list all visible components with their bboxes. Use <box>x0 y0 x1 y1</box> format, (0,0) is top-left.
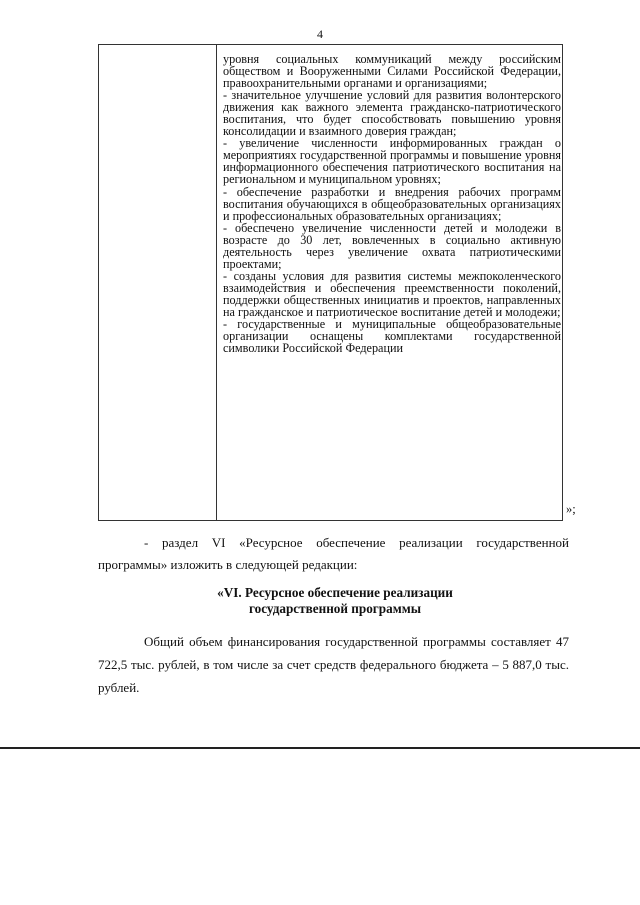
funding-paragraph: Общий объем финансирования государственной программы составляет 47 722,5 тыс. рублей, в том числе за счет средств федерального бюджета – 5 887,0 тыс. рублей. <box>98 634 569 695</box>
table-item-7: - государственные и муниципальные общеобразовательные организации оснащены комплектами государственной символики Российской Федерации <box>223 317 561 356</box>
section-heading-line-1: «VI. Ресурсное обеспечение реализации <box>217 585 453 600</box>
table-right-cell <box>223 53 561 354</box>
section-heading <box>150 585 520 617</box>
table-item-2: - значительное улучшение условий для развития волонтерского движения как важного элемента гражданско-патриотического воспитания, что будет способствовать повышению уровня консолидации и взаимного доверия граждан; <box>223 88 561 139</box>
table-item-3: - увеличение численности информированных граждан о мероприятиях государственной программы и повышение уровня информационного обеспечения патриотического воспитания на региональном и муниципальном уровнях; <box>223 136 561 187</box>
table-item-4: - обеспечение разработки и внедрения рабочих программ воспитания обучающихся в общеобразовательных организациях и профессиональных образовательных организациях; <box>223 184 561 223</box>
table-item-5: - обеспечено увеличение численности детей и молодежи в возрасте до 30 лет, вовлеченных в социально активную деятельность через увеличение охвата патриотическими проектами; <box>223 220 561 271</box>
page-number: 4 <box>317 27 323 41</box>
table-item-6: - созданы условия для развития системы межпоколенческого взаимодействия и обеспечения преемственности поколений, поддержки общественных инициатив и проектов, направленных на гражданское и патриотическое воспитание детей и молодежи; <box>223 268 561 319</box>
table-closing-quote: »; <box>566 502 576 516</box>
table-item-1: уровня социальных коммуникаций между российским обществом и Вооруженными Силами Российской Федерации, правоохранительными органами и организациями; <box>223 52 561 91</box>
program-table <box>98 44 563 521</box>
section-heading-line-2: государственной программы <box>249 601 421 616</box>
amendment-paragraph: - раздел VI «Ресурсное обеспечение реализации государственной программы» изложить в следующей редакции: <box>98 535 569 572</box>
bottom-divider <box>0 747 640 749</box>
table-left-cell <box>99 45 217 520</box>
